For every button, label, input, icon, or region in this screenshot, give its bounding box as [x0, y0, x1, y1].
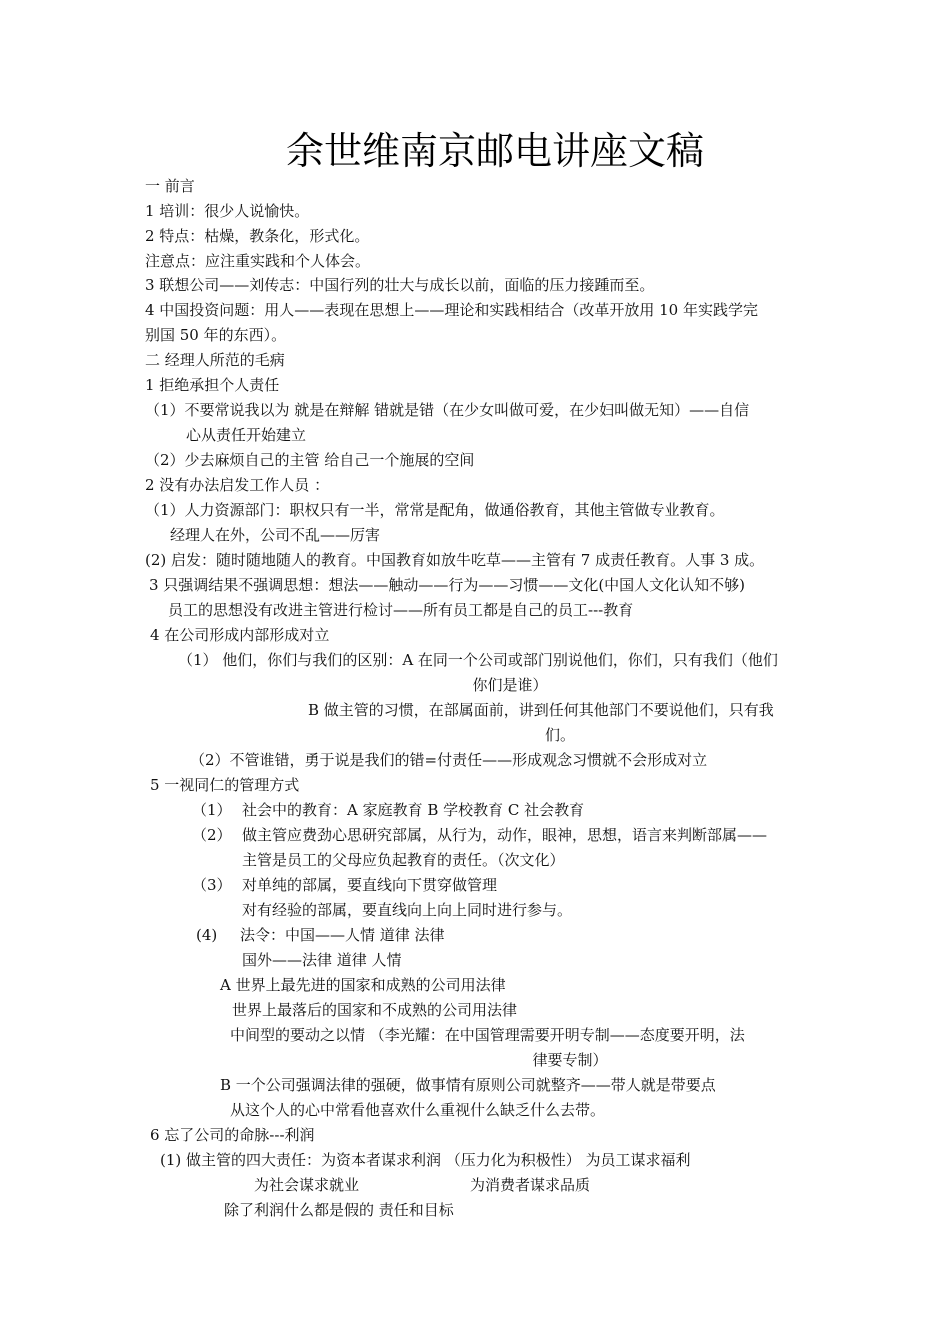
text-line: (2) 启发：随时随地随人的教育。中国教育如放牛吃草——主管有 7 成责任教育。人事 3 成。: [145, 551, 765, 569]
text-line: 社会中的教育：A 家庭教育 B 学校教育 C 社会教育: [242, 801, 585, 819]
list-marker: （3）: [192, 876, 232, 894]
text-line: 4 中国投资问题：用人——表现在思想上——理论和实践相结合（改革开放用 10 年实践学完: [145, 301, 758, 319]
text-line: B 一个公司强调法律的强硬，做事情有原则公司就整齐——带人就是带要点: [220, 1076, 716, 1094]
text-line: 世界上最落后的国家和不成熟的公司用法律: [232, 1001, 518, 1019]
text-line: 3 只强调结果不强调思想：想法——触动——行为——习惯——文化(中国人文化认知不够): [149, 576, 746, 594]
list-marker: (4): [196, 926, 218, 944]
text-line: B 做主管的习惯，在部属面前，讲到任何其他部门不要说他们，只有我: [308, 701, 774, 719]
text-line: 2 没有办法启发工作人员 ：: [145, 476, 330, 494]
list-marker: （1）: [192, 801, 232, 819]
text-line: 1 培训：很少人说愉快。: [145, 202, 310, 220]
list-marker: （2）: [192, 826, 232, 844]
text-line: 为社会谋求就业: [254, 1176, 360, 1194]
text-line: 2 特点：枯燥，教条化，形式化。: [145, 227, 370, 245]
text-line: （1）不要常说我以为 就是在辩解 错就是错（在少女叫做可爱，在少妇叫做无知）——自信: [145, 401, 750, 419]
text-line: 心从责任开始建立: [186, 426, 307, 444]
section-heading: 一 前言: [145, 177, 195, 195]
text-line: 中间型的要动之以情 （李光耀：在中国管理需要开明专制——态度要开明，法: [230, 1026, 745, 1044]
text-line: 主管是员工的父母应负起教育的责任。（次文化）: [242, 851, 565, 869]
text-line: （1） 他们，你们与我们的区别：A 在同一个公司或部门别说他们，你们，只有我们（他们: [178, 651, 778, 669]
text-line: （2）不管谁错，勇于说是我们的错=付责任——形成观念习惯就不会形成对立: [190, 751, 708, 769]
page-title: 余世维南京邮电讲座文稿: [285, 129, 704, 173]
text-line: （2）少去麻烦自己的主管 给自己一个施展的空间: [145, 451, 475, 469]
text-line: 3 联想公司——刘传志：中国行列的壮大与成长以前，面临的压力接踵而至。: [145, 276, 655, 294]
text-line: 除了利润什么都是假的 责任和目标: [224, 1201, 454, 1219]
text-line: 法令：中国——人情 道律 法律: [240, 926, 445, 944]
text-line: 6 忘了公司的命脉---利润: [150, 1126, 315, 1144]
text-line: 注意点：应注重实践和个人体会。: [145, 252, 371, 270]
text-line: 对单纯的部属，要直线向下贯穿做管理: [242, 876, 498, 894]
text-line: 国外——法律 道律 人情: [242, 951, 402, 969]
text-line: （1）人力资源部门：职权只有一半，常常是配角，做通俗教育，其他主管做专业教育。: [145, 501, 725, 519]
text-line: 1 拒绝承担个人责任: [145, 376, 280, 394]
text-line: 员工的思想没有改进主管进行检讨——所有员工都是自己的员工---教育: [168, 601, 634, 619]
text-line: A 世界上最先进的国家和成熟的公司用法律: [220, 976, 506, 994]
text-line: 为消费者谋求品质: [470, 1176, 591, 1194]
text-line: 经理人在外，公司不乱——厉害: [170, 526, 381, 544]
text-line: 别国 50 年的东西）。: [145, 326, 287, 344]
text-line: (1) 做主管的四大责任：为资本者谋求利润 （压力化为积极性） 为员工谋求福利: [160, 1151, 691, 1169]
text-line: 4 在公司形成内部形成对立: [150, 626, 330, 644]
text-line: 做主管应费劲心思研究部属，从行为，动作，眼神，思想，语言来判断部属——: [242, 826, 768, 844]
text-line: 律要专制）: [532, 1051, 608, 1069]
text-line: 从这个人的心中常看他喜欢什么重视什么缺乏什么去带。: [230, 1101, 606, 1119]
text-line: 对有经验的部属，要直线向上向上同时进行参与。: [242, 901, 573, 919]
text-line: 们。: [544, 726, 575, 744]
text-line: 5 一视同仁的管理方式: [150, 776, 300, 794]
text-line: 你们是谁）: [472, 676, 548, 694]
section-heading: 二 经理人所范的毛病: [145, 351, 285, 369]
